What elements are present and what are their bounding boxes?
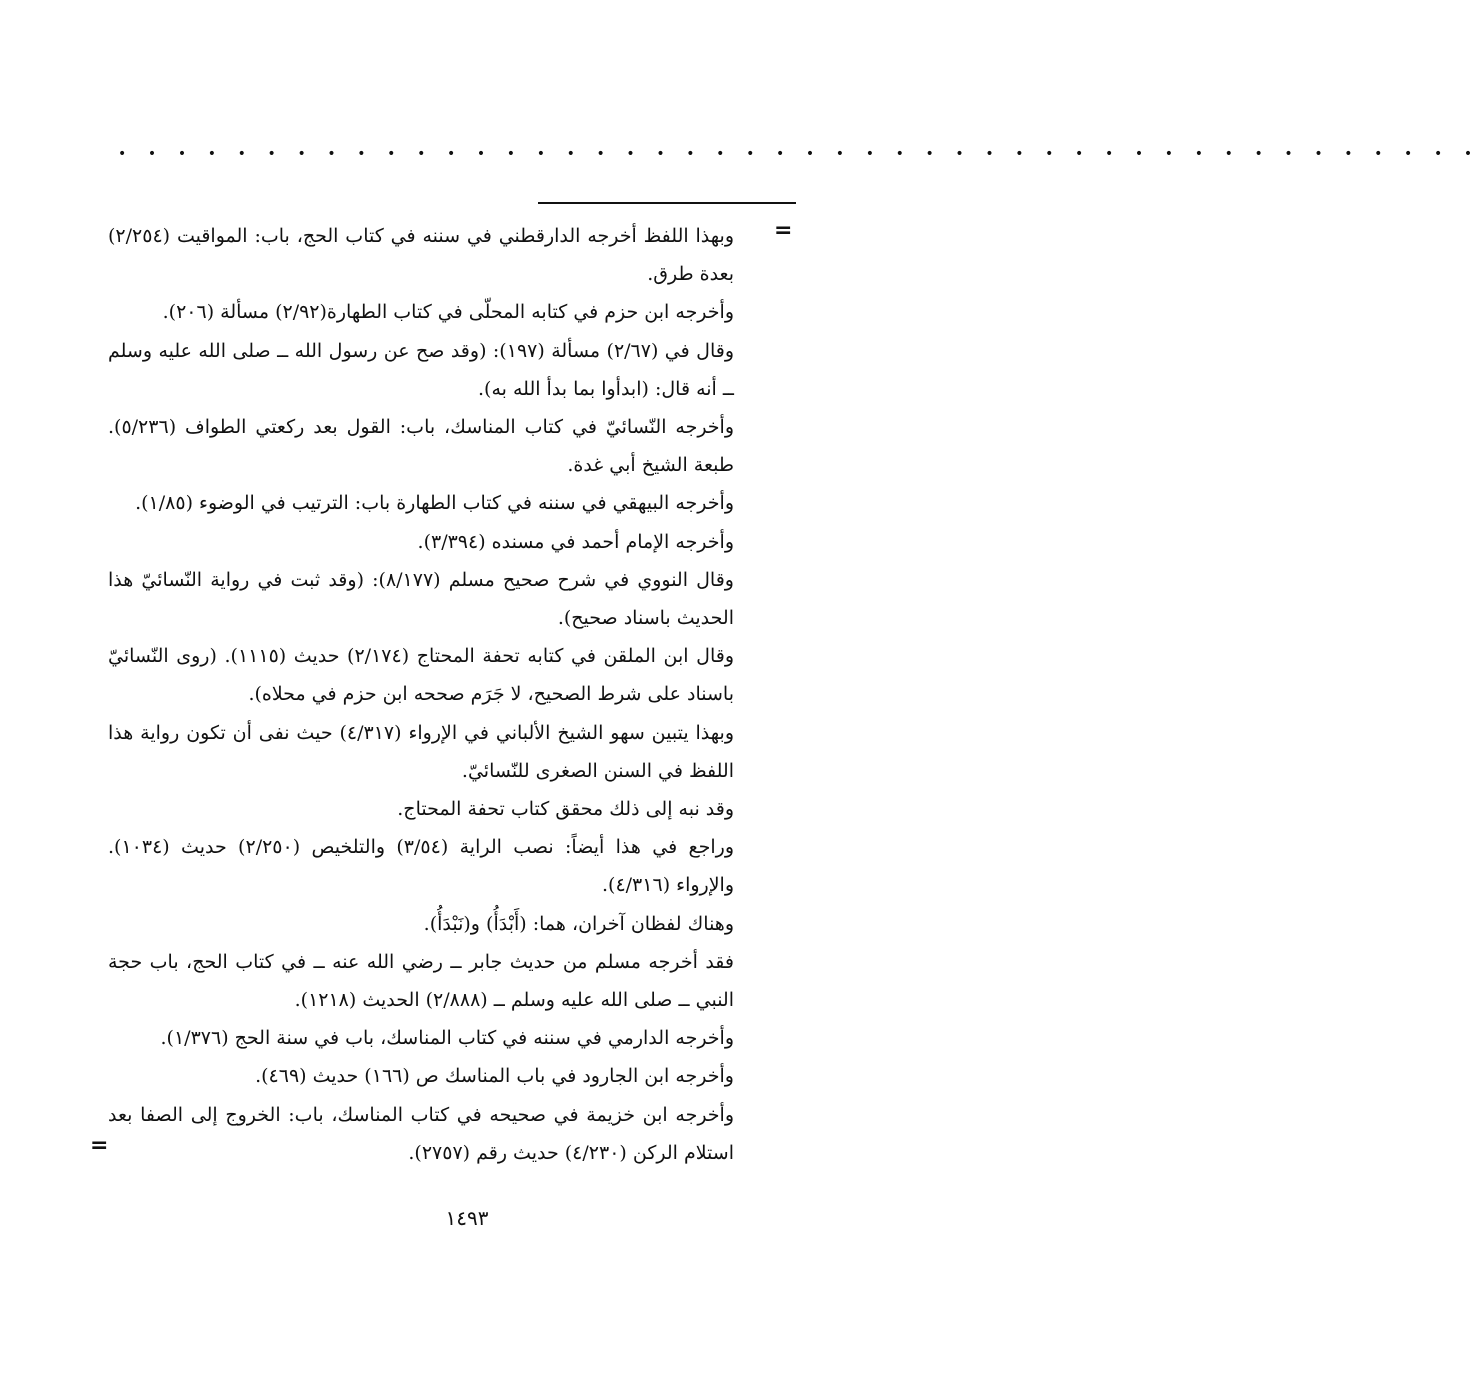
separator-dots: • • • • • • • • • • • • • • • • • • • • • • • • • • • • • • • • • • • • • • • • • • • • • • (118, 146, 1481, 162)
footnote-line: فقد أخرجه مسلم من حديث جابر ــ رضي الله عنه ــ في كتاب الحج، باب حجة النبي ــ صلى الله عليه وسلم ــ (٢/٨٨٨) الحديث (١٢١٨). (108, 950, 734, 1012)
page-number: ١٤٩٣ (445, 1206, 489, 1230)
continuation-mark-bottom: = (90, 1133, 109, 1158)
continuation-mark-top: = (774, 218, 793, 243)
footnote-line: وراجع في هذا أيضاً: نصب الراية (٣/٥٤) والتلخيص (٢/٢٥٠) حديث (١٠٣٤). والإرواء (٤/٣١٦). (108, 836, 734, 897)
footnote-line: وأخرجه ابن حزم في كتابه المحلّى في كتاب الطهارة(٢/٩٢) مسألة (٢٠٦). (162, 301, 734, 324)
footnote-line: وأخرجه النّسائيّ في كتاب المناسك، باب: القول بعد ركعتي الطواف (٥/٢٣٦). طبعة الشيخ أبي غدة. (108, 416, 734, 477)
footnote-line: وقال النووي في شرح صحيح مسلم (٨/١٧٧): (وقد ثبت في رواية النّسائيّ هذا الحديث باسناد صحيح). (108, 568, 734, 630)
footnote-line: وأخرجه ابن خزيمة في صحيحه في كتاب المناسك، باب: الخروج إلى الصفا بعد استلام الركن (٤/٢٣٠) حديث رقم (٢٧٥٧). (108, 1103, 734, 1164)
footnotes-block (108, 217, 734, 1172)
footnote-line: وقال ابن الملقن في كتابه تحفة المحتاج (٢/١٧٤) حديث (١١١٥). (روى النّسائيّ باسناد على شرط الصحيح، لا جَرَم صححه ابن حزم في محلاه). (108, 645, 734, 706)
footnote-line: وأخرجه الإمام أحمد في مسنده (٣/٣٩٤). (417, 530, 734, 553)
footnote-line: وقال في (٢/٦٧) مسألة (١٩٧): (وقد صح عن رسول الله ــ صلى الله عليه وسلم ــ أنه قال: (ابدأوا بما بدأ الله به). (108, 339, 735, 400)
footnote-line: وقد نبه إلى ذلك محقق كتاب تحفة المحتاج. (397, 798, 734, 821)
footnote-line: وأخرجه الدارمي في سننه في كتاب المناسك، باب في سنة الحج (١/٣٧٦). (160, 1027, 734, 1050)
footnote-line: وأخرجه البيهقي في سننه في كتاب الطهارة باب: الترتيب في الوضوء (١/٨٥). (135, 492, 734, 515)
footnote-line: وهناك لفظان آخران، هما: (أَبْدَأُ) و(نَبْدَأُ). (423, 912, 734, 935)
footnote-rule (538, 202, 796, 204)
footnote-line: وبهذا يتبين سهو الشيخ الألباني في الإرواء (٤/٣١٧) حيث نفى أن تكون رواية هذا اللفظ في السنن الصغرى للنّسائيّ. (108, 721, 734, 782)
footnote-line: وبهذا اللفظ أخرجه الدارقطني في سننه في كتاب الحج، باب: المواقيت (٢/٢٥٤) بعدة طرق. (108, 225, 734, 286)
footnote-line: وأخرجه ابن الجارود في باب المناسك ص (١٦٦) حديث (٤٦٩). (255, 1065, 734, 1088)
